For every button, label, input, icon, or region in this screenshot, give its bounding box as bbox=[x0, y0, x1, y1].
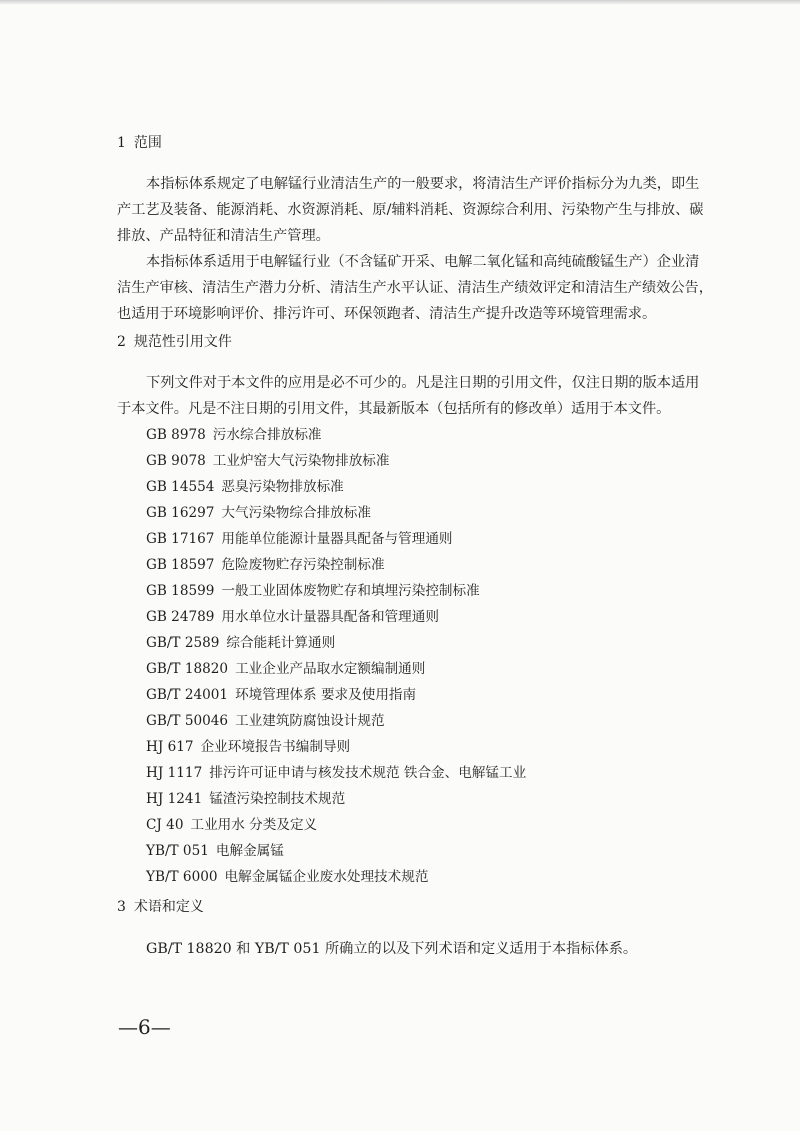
scope-paragraph-1-line-3: 排放、产品特征和清洁生产管理。 bbox=[117, 228, 330, 244]
reference-item bbox=[146, 608, 439, 626]
scope-paragraph-1-line-2: 产工艺及装备、能源消耗、水资源消耗、原/辅料消耗、资源综合利用、污染物产生与排放、碳 bbox=[117, 202, 704, 218]
reference-code: HJ 617 bbox=[146, 739, 194, 755]
section-title: 术语和定义 bbox=[133, 899, 204, 915]
reference-title: 污水综合排放标准 bbox=[212, 427, 322, 443]
reference-code: GB 18597 bbox=[146, 557, 215, 573]
reference-code: GB 16297 bbox=[146, 505, 215, 521]
section-number: 3 bbox=[117, 899, 126, 915]
reference-code: GB 8978 bbox=[146, 427, 206, 443]
reference-code: HJ 1117 bbox=[146, 765, 203, 781]
reference-code: GB 14554 bbox=[146, 479, 215, 495]
reference-item bbox=[146, 556, 385, 574]
reference-item bbox=[146, 712, 385, 730]
normative-intro-line-2: 于本文件。凡是不注日期的引用文件，其最新版本（包括所有的修改单）适用于本文件。 bbox=[117, 401, 671, 417]
reference-item bbox=[146, 452, 389, 470]
normative-intro-line-1: 下列文件对于本文件的应用是必不可少的。凡是注日期的引用文件，仅注日期的版本适用 bbox=[146, 375, 700, 391]
reference-code: CJ 40 bbox=[146, 817, 184, 833]
reference-code: GB/T 24001 bbox=[146, 687, 229, 703]
reference-title: 锰渣污染控制技术规范 bbox=[209, 791, 346, 807]
reference-code: YB/T 6000 bbox=[146, 869, 218, 885]
section-title: 规范性引用文件 bbox=[133, 334, 232, 350]
reference-title: 危险废物贮存污染控制标准 bbox=[221, 557, 385, 573]
reference-code: GB 18599 bbox=[146, 583, 215, 599]
reference-item bbox=[146, 790, 345, 808]
reference-code: GB/T 18820 bbox=[146, 661, 229, 677]
reference-title: 用水单位水计量器具配备和管理通则 bbox=[221, 609, 439, 625]
reference-title: 电解金属锰 bbox=[215, 843, 284, 859]
terms-paragraph: GB/T 18820 和 YB/T 051 所确立的以及下列术语和定义适用于本指标体系。 bbox=[146, 941, 638, 957]
reference-item bbox=[146, 764, 526, 782]
reference-item bbox=[146, 582, 480, 600]
reference-title: 电解金属锰企业废水处理技术规范 bbox=[224, 869, 429, 885]
reference-item bbox=[146, 816, 317, 834]
section-heading-normative-references bbox=[117, 333, 232, 351]
section-title: 范围 bbox=[133, 135, 162, 151]
reference-item bbox=[146, 868, 428, 886]
reference-item bbox=[146, 660, 425, 678]
reference-code: GB/T 2589 bbox=[146, 635, 220, 651]
reference-item bbox=[146, 738, 350, 756]
scope-paragraph-2-line-1: 本指标体系适用于电解锰行业（不含锰矿开采、电解二氧化锰和高纯硫酸锰生产）企业清 bbox=[146, 254, 700, 270]
reference-code: HJ 1241 bbox=[146, 791, 203, 807]
section-number: 1 bbox=[117, 135, 126, 151]
scope-paragraph-2-line-3: 也适用于环境影响评价、排污许可、环保领跑者、清洁生产提升改造等环境管理需求。 bbox=[117, 306, 657, 322]
reference-code: GB 24789 bbox=[146, 609, 215, 625]
reference-title: 企业环境报告书编制导则 bbox=[200, 739, 351, 755]
reference-item bbox=[146, 426, 322, 444]
reference-item bbox=[146, 634, 335, 652]
reference-title: 工业炉窑大气污染物排放标准 bbox=[212, 453, 390, 469]
section-heading-terms-definitions bbox=[117, 898, 204, 916]
reference-title: 工业用水 分类及定义 bbox=[190, 817, 318, 833]
reference-title: 用能单位能源计量器具配备与管理通则 bbox=[221, 531, 453, 547]
reference-title: 排污许可证申请与核发技术规范 铁合金、电解锰工业 bbox=[209, 765, 527, 781]
reference-item bbox=[146, 530, 453, 548]
reference-title: 大气污染物综合排放标准 bbox=[221, 505, 371, 521]
section-number: 2 bbox=[117, 334, 126, 350]
scope-paragraph-1-line-1: 本指标体系规定了电解锰行业清洁生产的一般要求，将清洁生产评价指标分为九类，即生 bbox=[146, 176, 700, 192]
reference-title: 工业建筑防腐蚀设计规范 bbox=[235, 713, 385, 729]
reference-code: GB 17167 bbox=[146, 531, 215, 547]
page-number: —6— bbox=[118, 1015, 171, 1039]
reference-title: 恶臭污染物排放标准 bbox=[221, 479, 344, 495]
reference-title: 综合能耗计算通则 bbox=[226, 635, 336, 651]
reference-item bbox=[146, 504, 371, 522]
reference-code: YB/T 051 bbox=[146, 843, 209, 859]
scope-paragraph-2-line-2: 洁生产审核、清洁生产潜力分析、清洁生产水平认证、清洁生产绩效评定和清洁生产绩效公告， bbox=[117, 280, 713, 296]
reference-title: 工业企业产品取水定额编制通则 bbox=[235, 661, 426, 677]
reference-code: GB 9078 bbox=[146, 453, 206, 469]
reference-title: 环境管理体系 要求及使用指南 bbox=[235, 687, 417, 703]
reference-code: GB/T 50046 bbox=[146, 713, 229, 729]
reference-item bbox=[146, 686, 416, 704]
scan-edge-shadow bbox=[0, 0, 800, 5]
reference-item bbox=[146, 842, 284, 860]
section-heading-scope bbox=[117, 134, 162, 152]
reference-item bbox=[146, 478, 344, 496]
reference-title: 一般工业固体废物贮存和填埋污染控制标准 bbox=[221, 583, 480, 599]
